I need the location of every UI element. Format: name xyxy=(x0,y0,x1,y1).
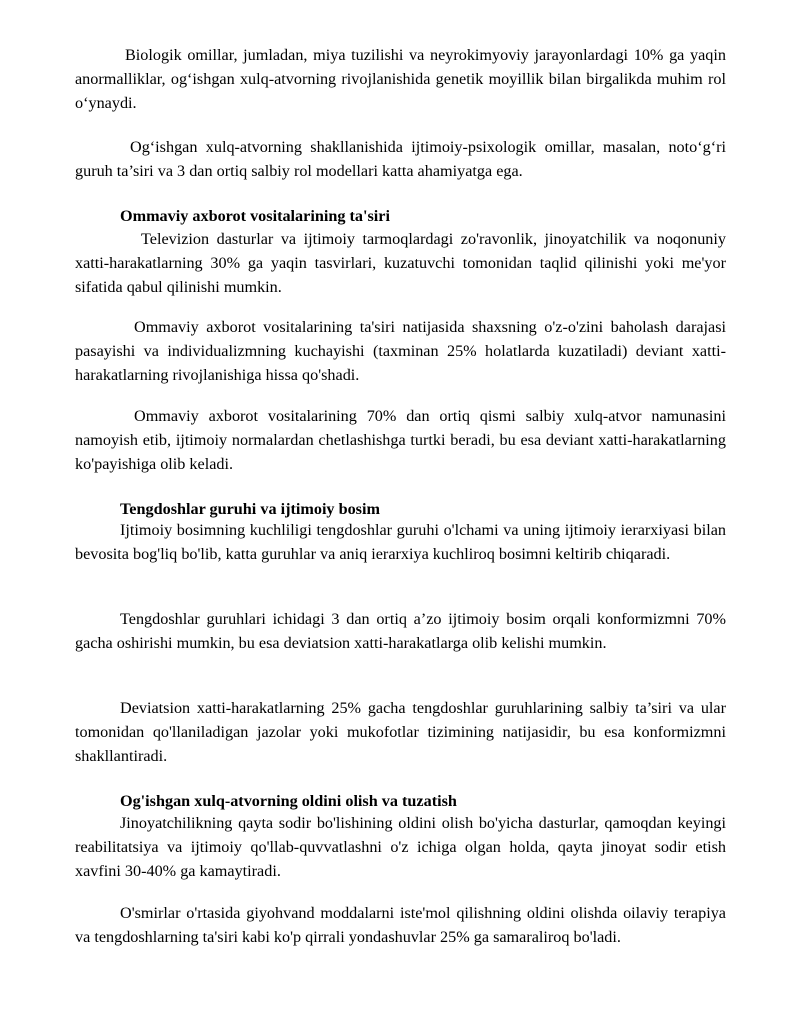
heading-prevention-correction: Og'ishgan xulq-atvorning oldini olish va tuzatish xyxy=(120,792,457,810)
paragraph-biological-factors: Biologik omillar, jumladan, miya tuzilishi va neyrokimyoviy jarayonlardagi 10% ga yaqin anormalliklar, og‘ishgan xulq-atvorning rivojlanishida genetik moyillik bilan birgalikda muhim rol o‘ynaydi. xyxy=(75,46,726,112)
paragraph-media-self-esteem: Ommaviy axborot vositalarining ta'siri natijasida shaxsning o'z-o'zini baholash darajasi pasayishi va individualizmning kuchayishi (taxminan 25% holatlarda kuzatiladi) deviant xatti-harakatlarning rivojlanishiga hissa qo'shadi. xyxy=(75,318,726,384)
heading-peer-pressure: Tengdoshlar guruhi va ijtimoiy bosim xyxy=(120,500,380,518)
paragraph-peer-deviation: Deviatsion xatti-harakatlarning 25% gacha tengdoshlar guruhlarining salbiy ta’siri va ular tomonidan qo'llaniladigan jazolar yoki mukofotlar tizimining natijasidir, bu esa konformizmni shakllantiradi. xyxy=(75,699,726,765)
heading-media-influence: Ommaviy axborot vositalarining ta'siri xyxy=(120,207,390,225)
paragraph-media-violence: Televizion dasturlar va ijtimoiy tarmoqlardagi zo'ravonlik, jinoyatchilik va noqonuniy xatti-harakatlarning 30% ga yaqin tasvirlari, kuzatuvchi tomonidan taqlid qilinishi yoki me'yor sifatida qabul qilinishi mumkin. xyxy=(75,230,726,296)
paragraph-media-negative-models: Ommaviy axborot vositalarining 70% dan ortiq qismi salbiy xulq-atvor namunasini namoyish etib, ijtimoiy normalardan chetlashishga turtki beradi, bu esa deviant xatti-harakatlarning ko'payishiga olib keladi. xyxy=(75,407,726,473)
paragraph-socio-psychological-factors: Og‘ishgan xulq-atvorning shakllanishida ijtimoiy-psixologik omillar, masalan, noto‘g‘ri guruh ta’siri va 3 dan ortiq salbiy rol modellari katta ahamiyatga ega. xyxy=(75,138,726,180)
paragraph-drug-prevention: O'smirlar o'rtasida giyohvand moddalarni iste'mol qilishning oldini olishda oilaviy terapiya va tengdoshlarning ta'siri kabi ko'p qirrali yondashuvlar 25% ga samaraliroq bo'ladi. xyxy=(75,904,726,946)
paragraph-peer-pressure-strength: Ijtimoiy bosimning kuchliligi tengdoshlar guruhi o'lchami va uning ijtimoiy ierarxiyasi bilan bevosita bog'liq bo'lib, katta guruhlar va aniq ierarxiya kuchliroq bosimni keltirib chiqaradi. xyxy=(75,521,726,563)
paragraph-peer-conformism: Tengdoshlar guruhlari ichidagi 3 dan ortiq a’zo ijtimoiy bosim orqali konformizmni 70% gacha oshirishi mumkin, bu esa deviatsion xatti-harakatlarga olib kelishi mumkin. xyxy=(75,610,726,652)
paragraph-recidivism-programs: Jinoyatchilikning qayta sodir bo'lishining oldini olish bo'yicha dasturlar, qamoqdan keyingi reabilitatsiya va ijtimoiy qo'llab-quvvatlashni o'z ichiga olgan holda, qayta jinoyat sodir etish xavfini 30-40% ga kamaytiradi. xyxy=(75,814,726,880)
